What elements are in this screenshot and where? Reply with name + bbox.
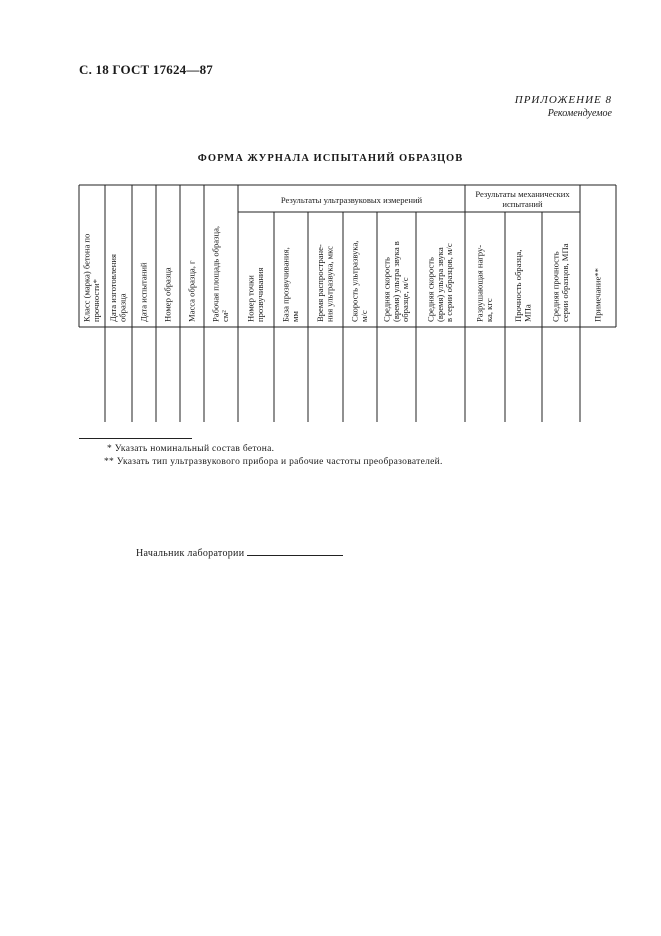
column-header-label: Номер образца	[162, 267, 173, 322]
column-header-label: Разрушающая нагру-	[474, 244, 485, 322]
column-header-label: образце, м/с	[400, 277, 411, 322]
group-header-mechanical: испытаний	[502, 199, 543, 209]
group-header-mechanical: Результаты механических	[475, 189, 570, 199]
page-header: С. 18 ГОСТ 17624—87	[79, 62, 213, 77]
form-title: ФОРМА ЖУРНАЛА ИСПЫТАНИЙ ОБРАЗЦОВ	[197, 153, 464, 164]
column-header-label: Средняя скорость	[425, 257, 436, 322]
column-header-label: в серии образцов, м/с	[444, 243, 455, 322]
column-header-label: Дата изготовления	[108, 254, 119, 322]
column-header-label: Примечание**	[592, 268, 603, 322]
column-header-label: см²	[220, 310, 230, 322]
signature-label: Начальник лаборатории	[136, 548, 245, 559]
column-header-label: Прочность образца,	[513, 249, 524, 322]
column-header-label: Класс (марка) бетона по	[81, 233, 92, 322]
footnote-2: ** Указать тип ультразвукового прибора и рабочие частоты преобразователей.	[104, 457, 443, 467]
column-header-label: мм	[290, 311, 300, 322]
column-header-label: образца	[117, 293, 128, 322]
column-header-label: прочности*	[91, 279, 101, 322]
footnote-1: * Указать номинальный состав бетона.	[107, 444, 275, 454]
column-header-label: Дата испытаний	[138, 262, 149, 322]
column-header-label: Рабочая площадь образца,	[210, 225, 221, 322]
column-header-label: (время) ультра звука	[434, 247, 445, 322]
footnote-separator	[79, 438, 192, 439]
column-header-label: серии образцов, МПа	[560, 243, 570, 322]
column-header-label: прозвучивания	[255, 267, 265, 322]
column-header-label: ка, кгс	[484, 298, 494, 322]
column-header-label: м/с	[359, 310, 369, 322]
signature-line	[136, 546, 343, 559]
column-header-label: ния ультразвука, мкс	[324, 246, 335, 322]
appendix-status: Рекомендуемое	[547, 108, 612, 119]
column-header-label: (время) ультра звука в	[390, 241, 401, 322]
column-header-label: Масса образца, г	[186, 260, 197, 322]
table-grid	[79, 185, 616, 422]
signature-blank	[247, 546, 343, 556]
column-header-label: Время распростране-	[315, 244, 326, 322]
column-header-label: Средняя прочность	[550, 251, 561, 322]
appendix-title: ПРИЛОЖЕНИЕ 8	[514, 94, 612, 106]
column-header-label: База прозвучивания,	[280, 247, 291, 322]
group-header-ultrasonic: Результаты ультразвуковых измерений	[280, 195, 423, 205]
column-header-label: Номер точки	[245, 275, 256, 322]
column-header-label: Скорость ультразвука,	[349, 240, 360, 322]
column-header-label: Средняя скорость	[381, 257, 392, 322]
column-header-label: МПа	[522, 304, 533, 322]
table-header-labels	[82, 189, 603, 322]
